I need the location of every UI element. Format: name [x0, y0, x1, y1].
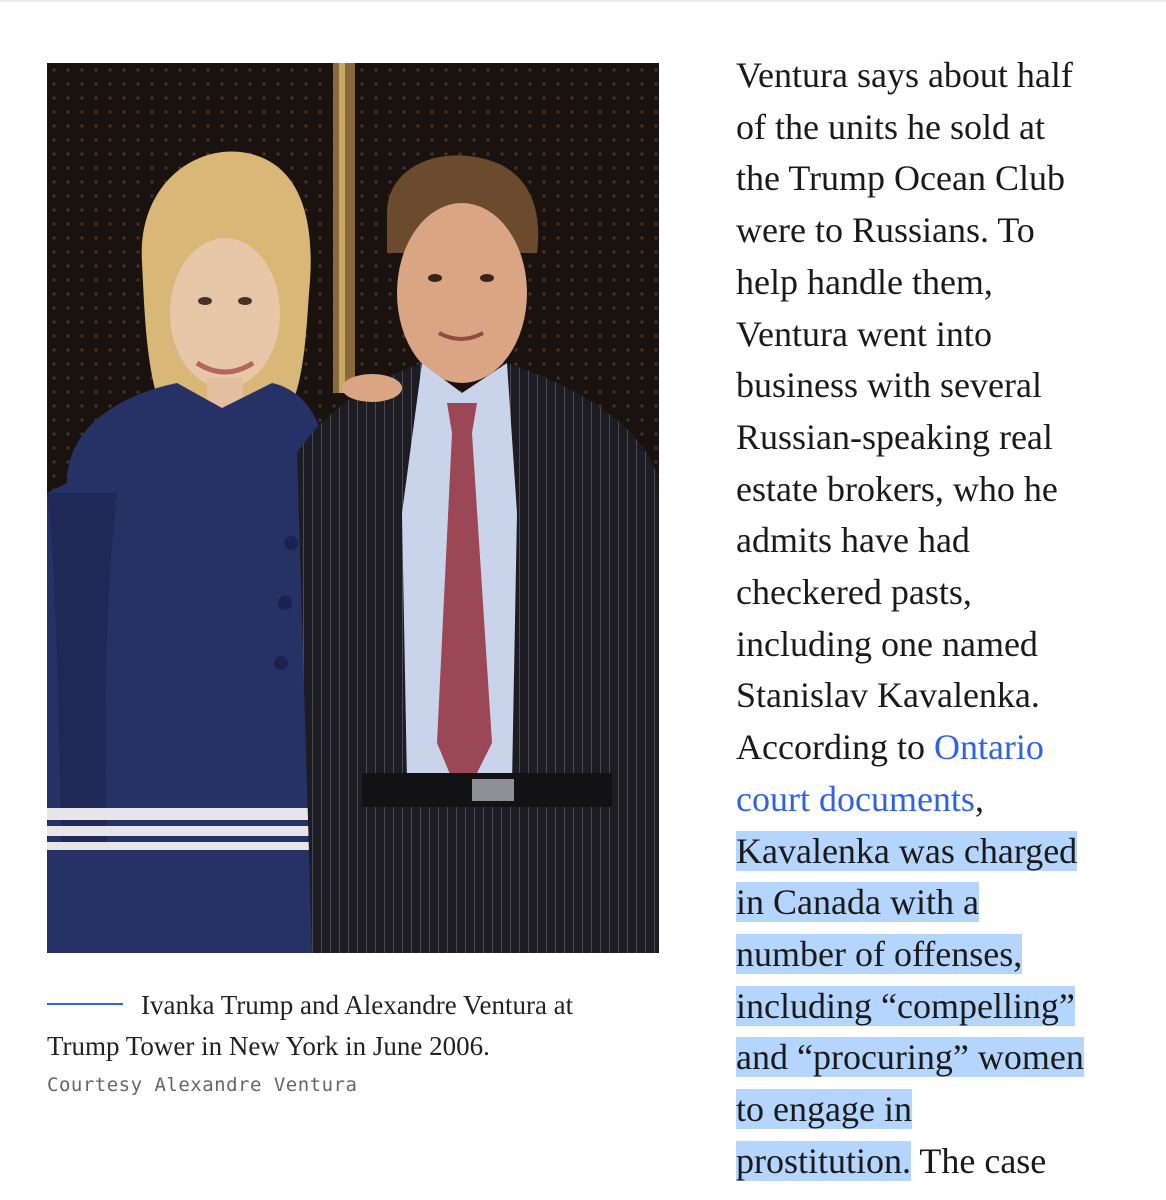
highlighted-line	[736, 877, 1156, 929]
caption-rule	[47, 1003, 123, 1005]
caption-text-line1: Ivanka Trump and Alexandre Ventura at	[141, 990, 574, 1020]
article-line: Russian-speaking real	[736, 416, 1053, 457]
article-line: Ventura says about half	[736, 55, 1073, 95]
selected-text[interactable]: Kavalenka was charged	[736, 830, 1078, 871]
selected-text[interactable]: prostitution.	[736, 1140, 912, 1181]
article-line-with-link	[736, 722, 1156, 774]
article-line: estate brokers, who he	[736, 468, 1058, 509]
article-line: checkered pasts,	[736, 572, 972, 613]
article-line: Ventura went into	[736, 313, 992, 354]
article-line: help handle them,	[736, 261, 993, 302]
highlighted-line	[736, 981, 1156, 1033]
article-line: admits have had	[736, 520, 970, 561]
article-line-with-link	[736, 774, 1156, 826]
selected-text[interactable]: to engage in	[736, 1089, 912, 1130]
selected-text[interactable]: in Canada with a	[736, 882, 979, 923]
ontario-court-documents-link[interactable]: Ontario	[933, 727, 1044, 768]
highlighted-line	[736, 1084, 1156, 1136]
selected-text[interactable]: and “procuring” women	[736, 1037, 1084, 1078]
article-line: were to Russians. To	[736, 210, 1035, 251]
highlighted-line	[736, 1032, 1156, 1084]
selected-text[interactable]: including “compelling”	[736, 985, 1075, 1026]
photo-credit: Courtesy Alexandre Ventura	[47, 1074, 358, 1096]
highlighted-line	[736, 1136, 1156, 1188]
highlighted-line	[736, 826, 1156, 878]
article-line: including one named	[736, 623, 1038, 664]
article-line: business with several	[736, 365, 1042, 406]
highlighted-line	[736, 929, 1156, 981]
top-divider	[0, 0, 1166, 2]
article-text-tail: The case	[911, 1140, 1047, 1181]
article-line: the Trump Ocean Club	[736, 158, 1065, 199]
article-line: of the units he sold at	[736, 106, 1045, 147]
article-photo[interactable]	[47, 63, 659, 953]
selected-text[interactable]: number of offenses,	[736, 933, 1023, 974]
caption-text-line2: Trump Tower in New York in June 2006.	[47, 1031, 490, 1061]
photo-illustration	[47, 63, 659, 953]
comma-text: ,	[974, 778, 984, 819]
ontario-court-documents-link-continued[interactable]: court documents	[736, 778, 975, 819]
photo-caption	[47, 985, 659, 1067]
article-line: Stanislav Kavalenka.	[736, 675, 1040, 716]
article-body	[736, 50, 1156, 1187]
according-to-text: According to	[736, 727, 934, 768]
